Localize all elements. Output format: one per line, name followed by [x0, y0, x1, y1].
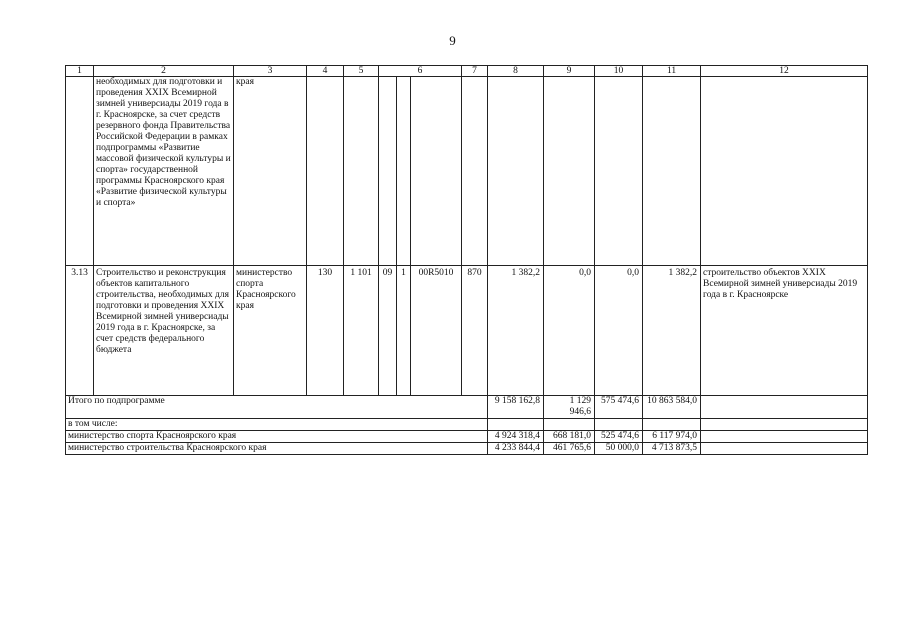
header-cell: 10 — [595, 66, 643, 77]
summary-row — [66, 396, 868, 419]
description-cell: необходимых для подготовки и проведения XXIX Всемирной зимней универсиады 2019 года в г. Красноярске, за счет средств резервного фонда Правительства Российской Федерации в рамках подпрограммы «Развитие массовой физической культуры и спорта» государственной программы Красноярского края «Развитие физической культуры и спорта» — [94, 77, 234, 266]
header-cell: 2 — [94, 66, 234, 77]
table-row — [66, 266, 868, 396]
year3-cell: 50 000,0 — [595, 443, 643, 455]
header-cell: 12 — [701, 66, 868, 77]
year1-cell: 9 158 162,8 — [488, 396, 544, 419]
header-cell: 7 — [462, 66, 488, 77]
year3-cell: 525 474,6 — [595, 431, 643, 443]
executor-cell: края — [234, 77, 307, 266]
year2-cell: 461 765,6 — [544, 443, 595, 455]
header-row — [66, 66, 868, 77]
summary-label: в том числе: — [66, 419, 488, 431]
budget-table — [65, 65, 868, 455]
row-number: 3.13 — [66, 266, 94, 396]
summary-row — [66, 431, 868, 443]
total-cell — [643, 419, 701, 431]
year2-cell: 668 181,0 — [544, 431, 595, 443]
page-number: 9 — [449, 33, 456, 48]
total-cell: 4 713 873,5 — [643, 443, 701, 455]
csr-cell: 09 — [379, 266, 397, 396]
grbs-cell: 130 — [307, 266, 344, 396]
year1-cell: 4 233 844,4 — [488, 443, 544, 455]
header-cell: 4 — [307, 66, 344, 77]
header-cell: 6 — [379, 66, 462, 77]
csr-cell: 00R5010 — [411, 266, 462, 396]
total-cell: 10 863 584,0 — [643, 396, 701, 419]
year3-cell — [595, 419, 643, 431]
header-cell: 3 — [234, 66, 307, 77]
header-cell: 9 — [544, 66, 595, 77]
header-cell: 5 — [344, 66, 379, 77]
year1-cell — [488, 419, 544, 431]
summary-row — [66, 419, 868, 431]
summary-label: Итого по подпрограмме — [66, 396, 488, 419]
year2-cell — [544, 419, 595, 431]
total-cell: 6 117 974,0 — [643, 431, 701, 443]
summary-label: министерство спорта Красноярского края — [66, 431, 488, 443]
executor-cell: министерство спорта Красноярского края — [234, 266, 307, 396]
summary-row — [66, 443, 868, 455]
header-cell: 1 — [66, 66, 94, 77]
vr-cell: 870 — [462, 266, 488, 396]
summary-label: министерство строительства Красноярского края — [66, 443, 488, 455]
year1-cell: 4 924 318,4 — [488, 431, 544, 443]
header-cell: 11 — [643, 66, 701, 77]
total-cell: 1 382,2 — [643, 266, 701, 396]
csr-cell: 1 — [397, 266, 411, 396]
header-cell: 8 — [488, 66, 544, 77]
rzpr-cell: 1 101 — [344, 266, 379, 396]
year2-cell: 0,0 — [544, 266, 595, 396]
year3-cell: 575 474,6 — [595, 396, 643, 419]
year3-cell: 0,0 — [595, 266, 643, 396]
result-cell: строительство объектов XXIX Всемирной зимней универсиады 2019 года в г. Красноярске — [701, 266, 868, 396]
table-row — [66, 77, 868, 266]
year1-cell: 1 382,2 — [488, 266, 544, 396]
description-cell: Строительство и реконструкция объектов капитального строительства, необходимых для подготовки и проведения XXIX Всемирной зимней универсиады 2019 года в г. Красноярске, за счет средств федерального бюджета — [94, 266, 234, 396]
year2-cell: 1 129 946,6 — [544, 396, 595, 419]
